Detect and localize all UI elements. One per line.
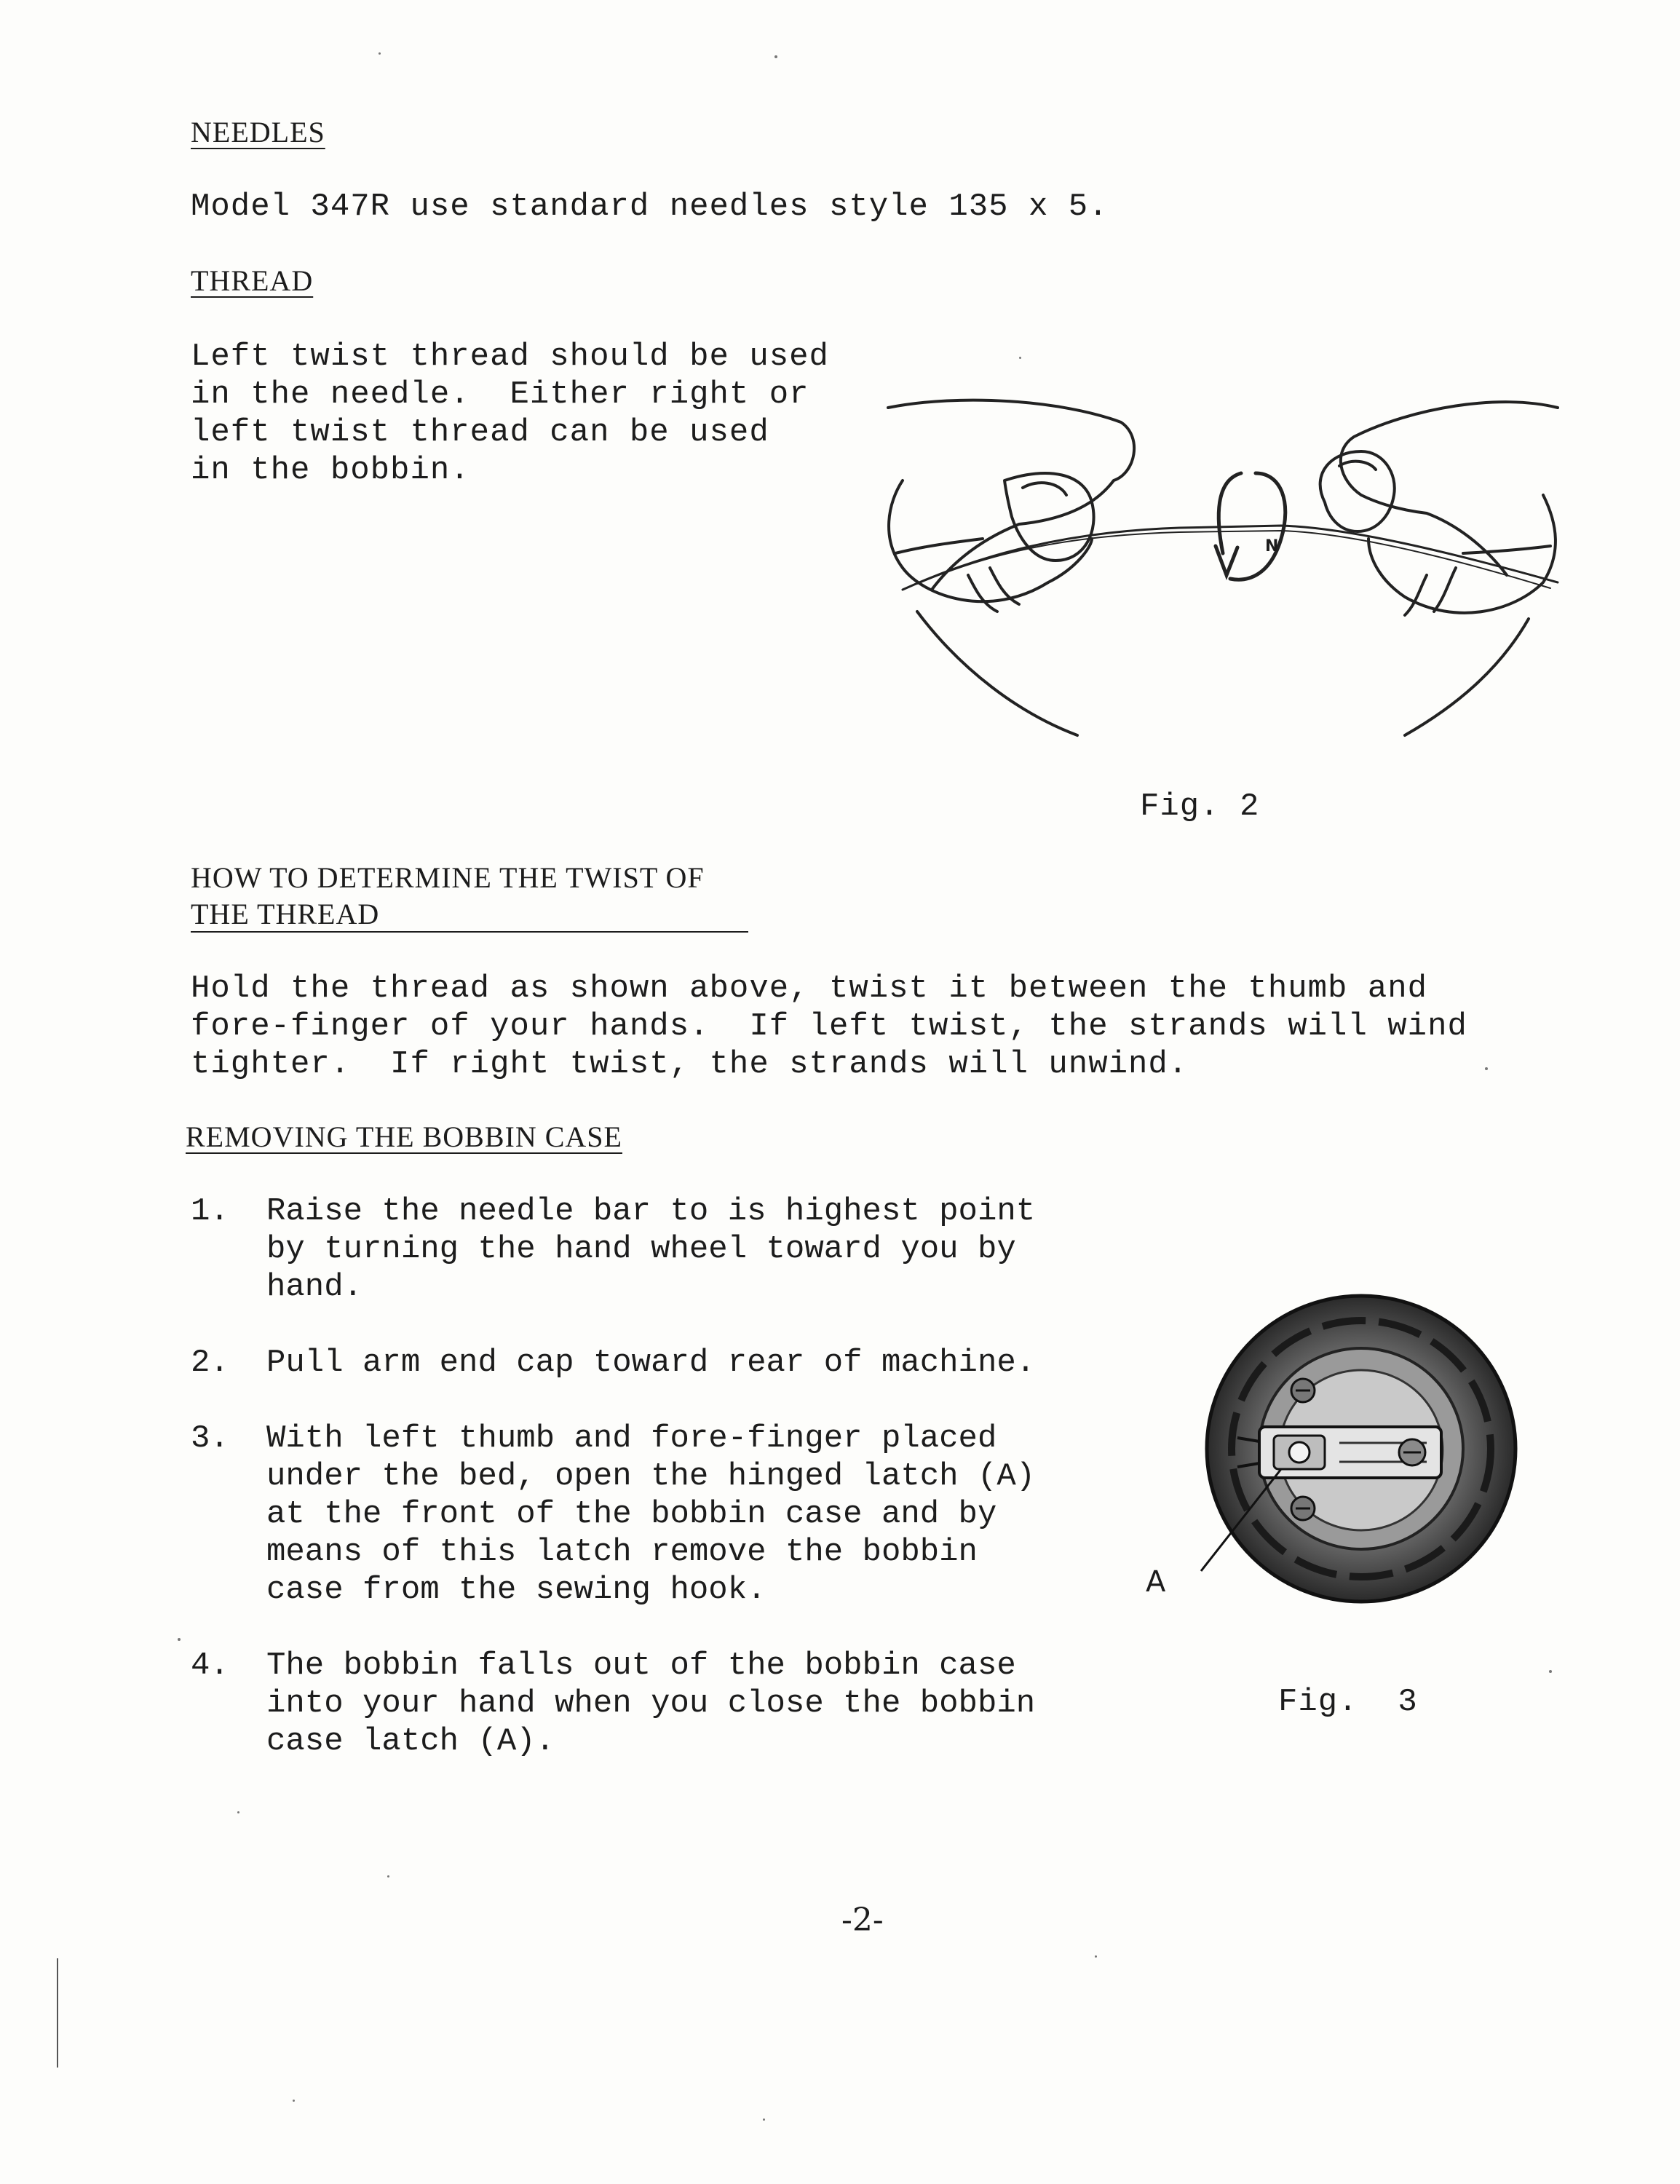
bobbin-case-illustration [1194,1281,1529,1616]
twist-line-2: fore-finger of your hands. If left twist, the strands will wind [191,1008,1467,1045]
scan-speck [379,52,381,55]
scan-speck [178,1638,181,1641]
left-hand-icon [888,400,1134,602]
removing-heading: REMOVING THE BOBBIN CASE [186,1120,622,1153]
figure2-caption: Fig. 2 [1140,788,1260,825]
step-2-text: Pull arm end cap toward rear of machine. [266,1345,1036,1381]
needles-heading: NEEDLES [191,116,325,149]
step-2-number: 2. [191,1345,229,1381]
scan-speck [763,2118,765,2121]
thread-line-4: in the bobbin. [191,452,470,488]
scan-speck [1485,1067,1488,1070]
twist-heading-underline [191,931,748,933]
twist-line-3: tighter. If right twist, the strands will unwind. [191,1046,1189,1083]
step-4-text: The bobbin falls out of the bobbin case into your hand when you close the bobbin case latch (A). [266,1647,1036,1760]
thread-heading: THREAD [191,264,314,297]
scan-speck [1549,1670,1552,1673]
scan-speck [237,1811,239,1813]
twist-heading-line-2: THE THREAD [191,898,380,930]
figure3-caption: Fig. 3 [1278,1684,1418,1720]
scan-margin-line [57,1958,58,2068]
scan-speck [387,1875,389,1878]
scan-speck [1095,1955,1097,1958]
twist-line-1: Hold the thread as shown above, twist it between the thumb and [191,970,1428,1007]
scan-speck [293,2100,295,2102]
figure3-label-a: A [1146,1565,1166,1599]
scan-speck [1019,357,1021,359]
scan-speck [774,55,777,58]
step-3-number: 3. [191,1420,229,1457]
figure2-marker: N [1265,537,1279,555]
twist-heading-line-1: HOW TO DETERMINE THE TWIST OF [191,861,705,894]
twist-arrow-icon [1216,546,1237,575]
step-1-number: 1. [191,1193,229,1230]
twisting-hands-illustration [873,393,1572,743]
thread-line-2: in the needle. Either right or [191,376,809,413]
needles-text: Model 347R use standard needles style 135 x 5. [191,189,1109,225]
thread-line-1: Left twist thread should be used [191,339,829,375]
step-3-text: With left thumb and fore-finger placed under the bed, open the hinged latch (A) at the front of the bobbin case and by means of this latch remove the bobbin case from the sewing hook. [266,1420,1036,1608]
step-1-text: Raise the needle bar to is highest point by turning the hand wheel toward you by hand. [266,1193,1036,1305]
page-number: -2- [841,1902,884,1939]
step-4-number: 4. [191,1647,229,1684]
thread-line-3: left twist thread can be used [191,414,769,451]
